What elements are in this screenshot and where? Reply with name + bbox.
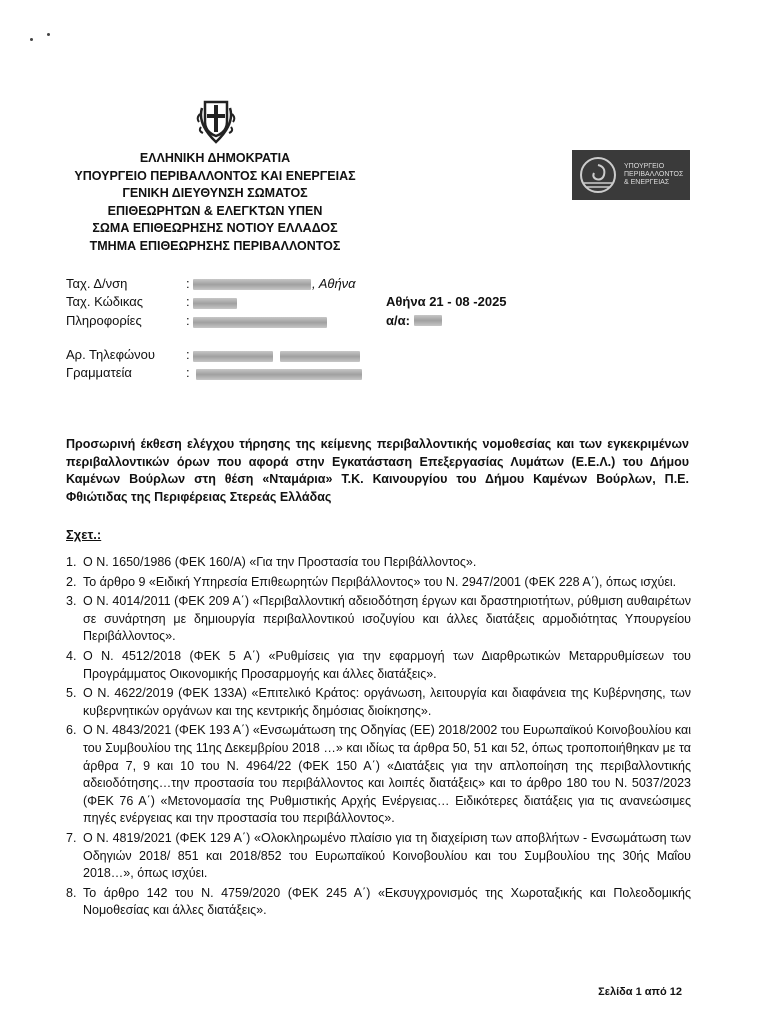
list-item-number: 6.	[66, 723, 77, 738]
postcode-label: Ταχ. Κώδικας	[66, 294, 143, 309]
address-label: Ταχ. Δ/νση	[66, 276, 128, 291]
logo-line: ΥΠΟΥΡΓΕΙΟ	[624, 163, 665, 170]
references-heading: Σχετ.:	[66, 527, 102, 542]
colon: :	[186, 313, 190, 328]
list-item	[66, 648, 691, 683]
address-city: , Αθήνα	[312, 276, 356, 291]
redacted-phone	[193, 351, 273, 362]
ministry-header	[60, 150, 370, 255]
logo-line: & ΕΝΕΡΓΕΙΑΣ	[624, 179, 670, 186]
document-date: Αθήνα 21 - 08 -2025	[386, 294, 507, 309]
greek-coat-of-arms-icon	[193, 94, 239, 146]
page-number: Σελίδα 1 από 12	[598, 986, 682, 998]
list-item	[66, 885, 691, 920]
redacted-secretariat	[196, 369, 362, 380]
list-item	[66, 830, 691, 883]
list-item	[66, 593, 691, 646]
list-item-text: Ο Ν. 4819/2021 (ΦΕΚ 129 Α΄) «Ολοκληρωμένο πλαίσιο για τη διαχείριση των αποβλήτων - Ενσωμάτωση των Οδηγιών 2018/ 851 και 2018/852 του Ευρωπαϊκού Κοινοβουλίου και του Συμβουλίου της 30ής Μαΐου 2018…», όπως ισχύει.	[83, 830, 691, 881]
list-item	[66, 685, 691, 720]
document-subject: Προσωρινή έκθεση ελέγχου τήρησης της κείμενης περιβαλλοντικής νομοθεσίας και των εγκεκριμένων περιβαλλοντικών όρων που αφορά στην Εγκατάσταση Επεξεργασίας Λυμάτων (Ε.Ε.Λ.) του Δήμου Καμένων Βούρλων στη θέση «Νταμάρια» Τ.Κ. Καινουργίου του Δήμου Καμένων Βούρλων, Π.Ε. Φθιώτιδας της Περιφέρειας Στερεάς Ελλάδας	[66, 437, 689, 504]
list-item-number: 2.	[66, 574, 77, 589]
list-item-text: Το άρθρο 9 «Ειδική Υπηρεσία Επιθεωρητών Περιβάλλοντος» του Ν. 2947/2001 (ΦΕΚ 228 Α΄), όπως ισχύει.	[83, 574, 677, 589]
list-item	[66, 722, 691, 828]
list-item-text: Ο Ν. 4622/2019 (ΦΕΚ 133Α) «Επιτελικό Κράτος: οργάνωση, λειτουργία και διαφάνεια της Κυβέρνησης, των κυβερνητικών οργάνων και της κεντρικής δημόσιας διοίκησης».	[83, 686, 691, 718]
header-line: ΓΕΝΙΚΗ ΔΙΕΥΘΥΝΣΗ ΣΩΜΑΤΟΣ	[122, 186, 308, 200]
colon: :	[186, 276, 190, 291]
redacted-reference	[414, 315, 442, 326]
header-line: ΣΩΜΑ ΕΠΙΘΕΩΡΗΣΗΣ ΝΟΤΙΟΥ ΕΛΛΑΔΟΣ	[92, 221, 338, 235]
colon: :	[186, 294, 190, 309]
list-item-number: 7.	[66, 830, 77, 845]
scan-speck	[30, 38, 33, 41]
references-list	[66, 554, 691, 922]
ministry-logo	[572, 150, 690, 200]
list-item-number: 1.	[66, 555, 77, 569]
list-item-text: Το άρθρο 142 του Ν. 4759/2020 (ΦΕΚ 245 Α΄) «Εκσυγχρονισμός της Χωροταξικής και Πολεοδομικής Νομοθεσίας και άλλες διατάξεις».	[83, 885, 691, 918]
colon: :	[186, 365, 190, 380]
redacted-postcode	[193, 298, 237, 309]
colon: :	[186, 347, 190, 362]
redacted-address	[193, 279, 311, 290]
ministry-logo-text	[624, 163, 683, 187]
redacted-phone	[280, 351, 360, 362]
logo-line: ΠΕΡΙΒΑΛΛΟΝΤΟΣ	[624, 171, 684, 178]
list-item	[66, 574, 691, 592]
list-item-text: Ο Ν. 4014/2011 (ΦΕΚ 209 Α΄) «Περιβαλλοντική αδειοδότηση έργων και δραστηριοτήτων, ρύθμιση αυθαιρέτων σε συνάρτηση με δημιουργία περιβαλλοντικού ισοζυγίου και άλλες διατάξεις αρμοδιότητας Υπουργείου Περιβάλλοντος».	[83, 594, 691, 644]
ministry-logo-icon	[578, 155, 618, 195]
list-item	[66, 554, 691, 572]
phone-label: Αρ. Τηλεφώνου	[66, 347, 155, 362]
list-item-text: Ο Ν. 4843/2021 (ΦΕΚ 193 Α΄) «Ενσωμάτωση της Οδηγίας (ΕΕ) 2018/2002 του Ευρωπαϊκού Κοινοβουλίου και του Συμβουλίου της 11ης Δεκεμβρίου 2018 …» και ιδίως τα άρθρα 50, 51 και 52, όπως τροποποιήθηκαν με τα άρθρα 7, 9 και 10 του Ν. 4964/22 (ΦΕΚ 150 Α΄) «Διατάξεις για την απλοποίηση της περιβαλλοντικής αδειοδότησης…την προστασία του περιβάλλοντος και λοιπές διατάξεις» και το άρθρο 180 του Ν. 5037/2023 (ΦΕΚ 76 Α΄) «Μετονομασία της Ρυθμιστικής Αρχής Ενέργειας… Ειδικότερες διατάξεις για τις ανανεώσιμες πηγές ενέργειας και την προστασία του περιβάλλοντος».	[83, 723, 691, 826]
list-item-number: 3.	[66, 594, 77, 609]
header-line: ΕΛΛΗΝΙΚΗ ΔΗΜΟΚΡΑΤΙΑ	[139, 151, 291, 165]
reference-number	[386, 313, 442, 328]
redacted-contact	[193, 317, 327, 328]
list-item-number: 8.	[66, 885, 77, 900]
header-line: ΤΜΗΜΑ ΕΠΙΘΕΩΡΗΣΗΣ ΠΕΡΙΒΑΛΛΟΝΤΟΣ	[89, 238, 341, 253]
secretariat-label: Γραμματεία	[66, 365, 132, 380]
scan-speck	[47, 33, 50, 36]
list-item-number: 5.	[66, 686, 77, 701]
list-item-text: Ο Ν. 4512/2018 (ΦΕΚ 5 Α΄) «Ρυθμίσεις για την εφαρμογή των Διαρθρωτικών Μεταρρυθμίσεων του Προγράμματος Οικονομικής Προσαρμογής και άλλες διατάξεις».	[83, 648, 691, 681]
list-item-text: Ο Ν. 1650/1986 (ΦΕΚ 160/Α) «Για την Προστασία του Περιβάλλοντος».	[83, 555, 477, 569]
contact-label: Πληροφορίες	[66, 313, 142, 328]
header-line: ΕΠΙΘΕΩΡΗΤΩΝ & ΕΛΕΓΚΤΩΝ ΥΠΕΝ	[107, 203, 323, 218]
reference-label: α/α:	[386, 313, 410, 328]
header-line: ΥΠΟΥΡΓΕΙΟ ΠΕΡΙΒΑΛΛΟΝΤΟΣ ΚΑΙ ΕΝΕΡΓΕΙΑΣ	[74, 168, 356, 183]
list-item-number: 4.	[66, 648, 77, 663]
